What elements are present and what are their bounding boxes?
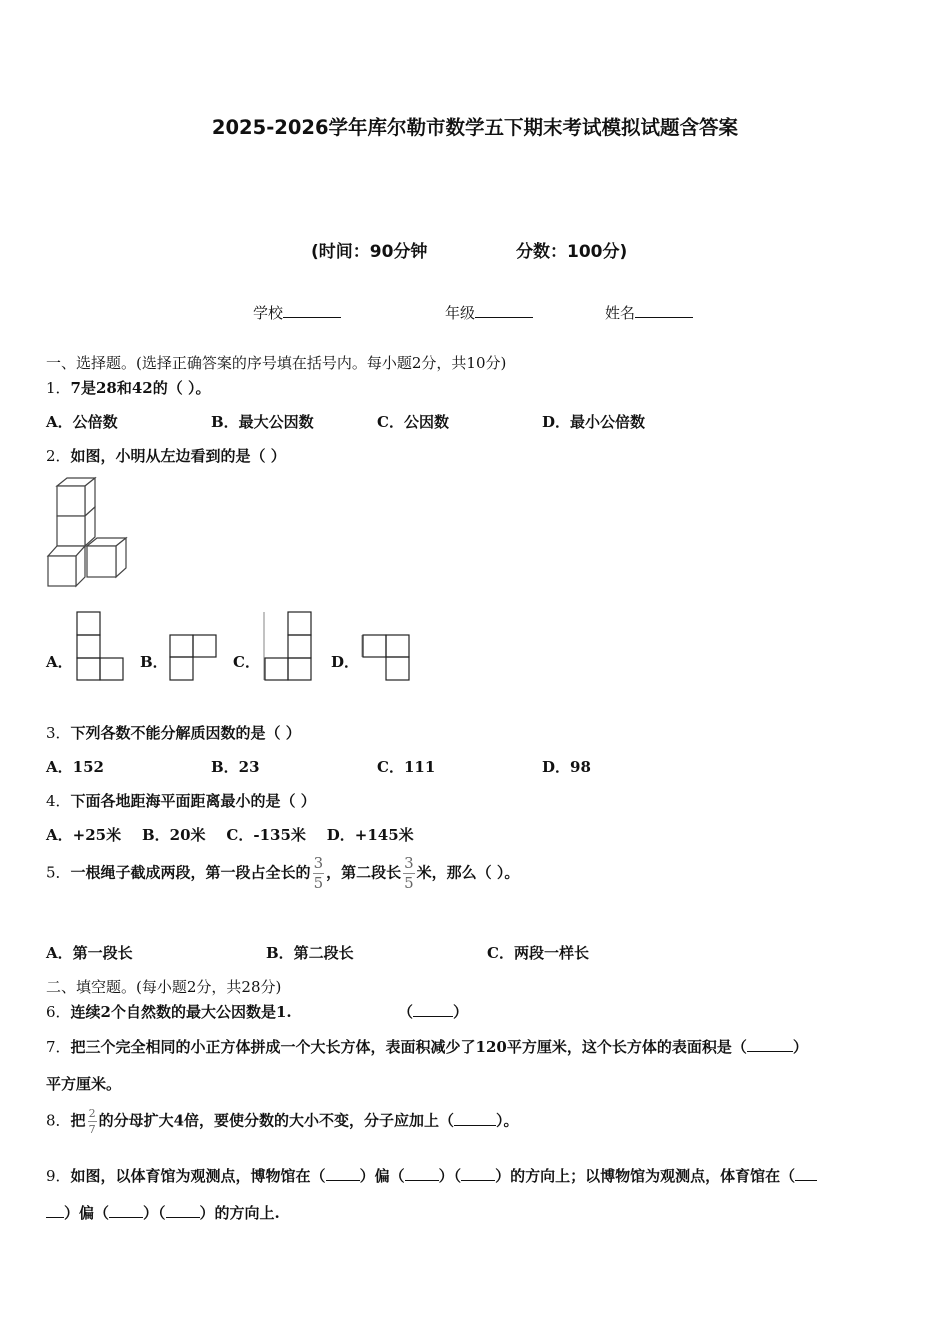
question-4 bbox=[46, 790, 316, 811]
question-text: 的分母扩大4倍，要使分数的大小不变，分子应加上（ bbox=[98, 1111, 455, 1130]
question-number: 5． bbox=[46, 863, 71, 882]
q9-blank-6[interactable] bbox=[166, 1203, 200, 1218]
q2-option-c[interactable]: C． bbox=[233, 653, 260, 671]
q6-answer-blank[interactable]: （ ） bbox=[398, 1003, 469, 1021]
q9-blank-4-cont[interactable] bbox=[46, 1203, 64, 1218]
q5-option-c[interactable]: C．两段一样长 bbox=[487, 944, 589, 962]
school-field[interactable] bbox=[253, 302, 341, 323]
question-text: 下面各地距海平面距离最小的是（ ） bbox=[70, 792, 316, 810]
exam-score: 分数：100分) bbox=[516, 242, 628, 262]
exam-time: (时间：90分钟 bbox=[311, 242, 428, 262]
school-label: 学校 bbox=[253, 304, 284, 322]
q5-option-b[interactable]: B．第二段长 bbox=[266, 944, 354, 962]
q1-option-d[interactable]: D．最小公倍数 bbox=[542, 413, 646, 431]
question-number: 8． bbox=[46, 1111, 71, 1130]
question-number: 9． bbox=[46, 1167, 71, 1185]
question-3 bbox=[46, 722, 301, 743]
q1-option-b[interactable]: B．最大公因数 bbox=[211, 413, 314, 431]
q7-line2: 平方厘米。 bbox=[46, 1075, 122, 1093]
page-title: 2025-2026学年库尔勒市数学五下期末考试模拟试题含答案 bbox=[211, 116, 739, 139]
fraction-3-5: $\frac{3}{5}$ bbox=[404, 854, 414, 892]
q5-option-a[interactable]: A．第一段长 bbox=[46, 944, 133, 962]
q3-option-a[interactable]: A．152 bbox=[46, 758, 104, 776]
q9-blank-4[interactable] bbox=[795, 1166, 817, 1181]
q2-option-a-figure[interactable] bbox=[76, 611, 124, 681]
q1-option-a[interactable]: A．公倍数 bbox=[46, 413, 118, 431]
question-text: 连续2个自然数的最大公因数是1. bbox=[70, 1003, 292, 1021]
question-9: 9．如图，以体育馆为观测点，博物馆在（ ）偏（ ）（ ）的方向上；以博物馆为观测点，体育馆在（ bbox=[46, 1165, 817, 1186]
question-text: 米，那么（ ）。 bbox=[416, 863, 520, 882]
cube-stack-figure bbox=[46, 476, 130, 590]
question-text: 一根绳子截成两段，第一段占全长的 bbox=[70, 863, 311, 882]
q9-blank-2[interactable] bbox=[405, 1166, 439, 1181]
name-field[interactable] bbox=[605, 302, 693, 323]
q2-option-a[interactable]: A． bbox=[46, 653, 73, 671]
q4-options[interactable]: A．+25米 B．20米 C．-135米 D．+145米 bbox=[46, 826, 414, 844]
question-text: ，第二段长 bbox=[326, 863, 402, 882]
question-8: 8．把 $\frac{2}{7}$ 的分母扩大4倍，要使分数的大小不变，分子应加上（ ）。 bbox=[46, 1107, 519, 1136]
question-number: 1． bbox=[46, 379, 71, 397]
q1-option-c[interactable]: C．公因数 bbox=[377, 413, 449, 431]
question-number: 6． bbox=[46, 1003, 71, 1021]
q2-option-d-figure[interactable] bbox=[361, 634, 411, 681]
fraction-3-5: $\frac{3}{5}$ bbox=[313, 854, 324, 892]
q3-option-b[interactable]: B．23 bbox=[211, 758, 260, 776]
question-number: 7． bbox=[46, 1038, 71, 1056]
question-text: 如图，小明从左边看到的是（ ） bbox=[70, 447, 286, 465]
question-number: 2． bbox=[46, 447, 71, 465]
question-6 bbox=[46, 1001, 292, 1022]
q2-option-b-figure[interactable] bbox=[169, 634, 217, 681]
q2-option-b[interactable]: B． bbox=[140, 653, 168, 671]
question-9-line2: ）偏（ ）（ ）的方向上. bbox=[46, 1202, 280, 1223]
question-number: 4． bbox=[46, 792, 71, 810]
q2-option-c-figure[interactable] bbox=[263, 611, 313, 681]
grade-field[interactable] bbox=[445, 302, 533, 323]
question-text: 7是28和42的（ ）。 bbox=[70, 379, 211, 397]
q7-answer-blank[interactable] bbox=[747, 1037, 793, 1052]
fraction-2-7: $\frac{2}{7}$ bbox=[88, 1107, 96, 1136]
section1-heading: 一、选择题。(选择正确答案的序号填在括号内。每小题2分，共10分) bbox=[46, 354, 507, 372]
question-7: 7．把三个完全相同的小正方体拼成一个大长方体，表面积减少了120平方厘米，这个长方体的表面积是（ ） bbox=[46, 1038, 808, 1056]
grade-label: 年级 bbox=[445, 304, 476, 322]
q9-blank-5[interactable] bbox=[109, 1203, 143, 1218]
q2-option-d[interactable]: D． bbox=[331, 653, 360, 671]
q3-option-c[interactable]: C．111 bbox=[377, 758, 436, 776]
question-text: 把三个完全相同的小正方体拼成一个大长方体，表面积减少了120平方厘米，这个长方体的表面积是（ bbox=[70, 1038, 747, 1056]
name-label: 姓名 bbox=[605, 304, 636, 322]
question-1 bbox=[46, 377, 210, 398]
question-2 bbox=[46, 445, 286, 466]
question-text: 下列各数不能分解质因数的是（ ） bbox=[70, 724, 301, 742]
q3-option-d[interactable]: D．98 bbox=[542, 758, 591, 776]
q9-blank-1[interactable] bbox=[326, 1166, 360, 1181]
q8-answer-blank[interactable] bbox=[454, 1111, 496, 1126]
section2-heading: 二、填空题。(每小题2分，共28分) bbox=[46, 978, 282, 996]
q9-blank-3[interactable] bbox=[461, 1166, 495, 1181]
question-5 bbox=[46, 856, 519, 891]
question-number: 3． bbox=[46, 724, 71, 742]
